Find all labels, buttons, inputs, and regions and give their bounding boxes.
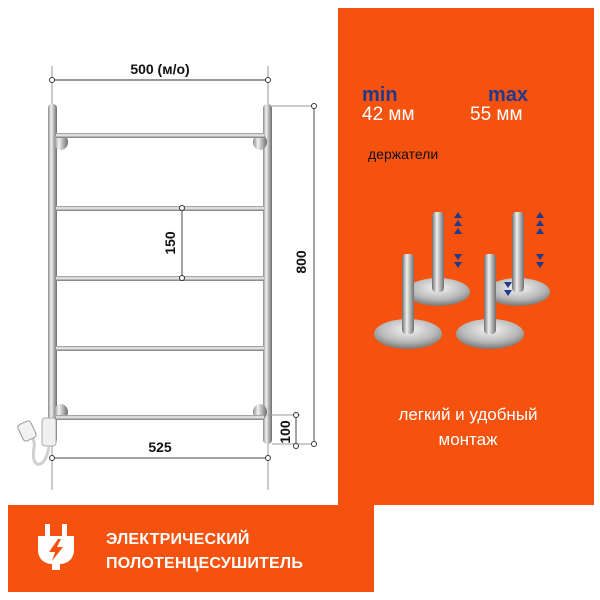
min-label: min [362,84,398,106]
holders-illustration [358,196,558,366]
rung [56,346,264,351]
mount-text [358,402,578,452]
bottom-offset-dimension [268,413,300,449]
rung [56,133,264,138]
rung [56,276,264,281]
rung [56,206,264,211]
right-post [263,104,272,444]
bottom-offset-label: 100 [277,420,293,444]
rung-spacing-label: 150 [162,231,178,255]
width-dimension [50,61,271,104]
max-label: max [488,84,529,106]
rung-spacing-dimension [162,206,185,281]
holder-icon [406,212,470,306]
caption [106,528,303,576]
height-dimension [272,104,317,447]
rung [56,415,264,420]
total-width-label: 525 [148,439,172,455]
holders-label: держатели [368,146,439,162]
mount-text-line2: монтаж [438,430,498,449]
caption-line2: ПОЛОТЕНЦЕСУШИТЕЛЬ [106,555,304,572]
mount-text-line1: легкий и удобный [398,405,538,424]
max-value: 55 мм [470,104,523,125]
electric-plug-icon [30,520,82,572]
height-label: 800 [293,250,309,274]
left-post [48,104,57,444]
total-width-dimension [50,439,271,490]
caption-line1: ЭЛЕКТРИЧЕСКИЙ [106,531,250,548]
width-label: 500 (м/о) [130,61,190,77]
min-value: 42 мм [362,104,415,125]
